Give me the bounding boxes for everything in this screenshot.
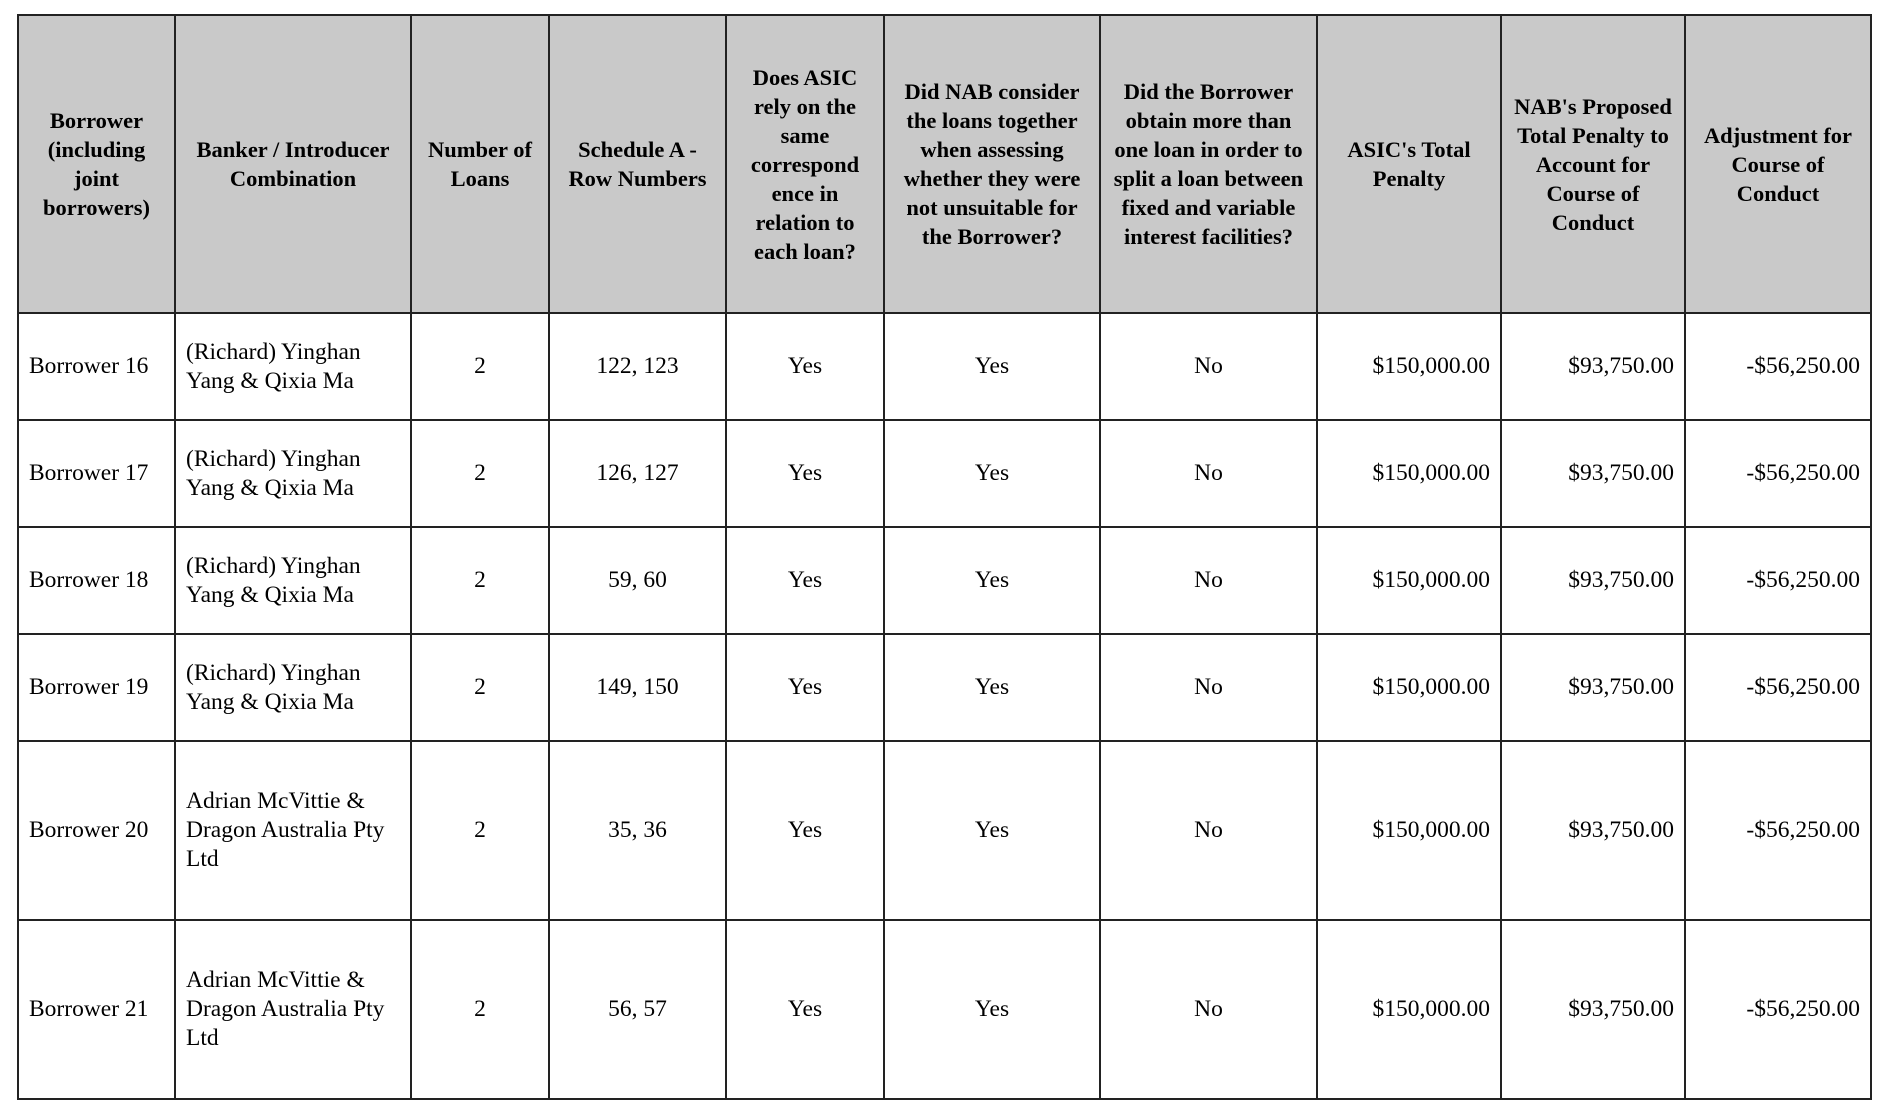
- table-header: [18, 15, 1871, 313]
- cell-nab-proposed-penalty: $93,750.00: [1501, 920, 1685, 1099]
- header-split-loan: Did the Borrower obtain more than one loan in order to split a loan between fixed and variable interest facilities?: [1100, 15, 1317, 313]
- header-number-of-loans: Number of Loans: [411, 15, 549, 313]
- cell-asic-total-penalty: $150,000.00: [1317, 527, 1501, 634]
- cell-split-loan: No: [1100, 420, 1317, 527]
- cell-split-loan: No: [1100, 313, 1317, 420]
- cell-banker-introducer: (Richard) Yinghan Yang & Qixia Ma: [175, 634, 411, 741]
- cell-nab-proposed-penalty: $93,750.00: [1501, 420, 1685, 527]
- header-nab-proposed-penalty: NAB's Proposed Total Penalty to Account for Course of Conduct: [1501, 15, 1685, 313]
- cell-schedule-a-rows: 59, 60: [549, 527, 726, 634]
- cell-banker-introducer: Adrian McVittie & Dragon Australia Pty Ltd: [175, 920, 411, 1099]
- cell-adjustment: -$56,250.00: [1685, 527, 1871, 634]
- header-row: [18, 15, 1871, 313]
- cell-number-of-loans: 2: [411, 920, 549, 1099]
- table-body: [18, 313, 1871, 1099]
- cell-banker-introducer: (Richard) Yinghan Yang & Qixia Ma: [175, 313, 411, 420]
- header-adjustment: Adjustment for Course of Conduct: [1685, 15, 1871, 313]
- cell-asic-same-correspondence: Yes: [726, 741, 884, 920]
- cell-asic-same-correspondence: Yes: [726, 634, 884, 741]
- cell-adjustment: -$56,250.00: [1685, 920, 1871, 1099]
- cell-nab-proposed-penalty: $93,750.00: [1501, 634, 1685, 741]
- cell-asic-total-penalty: $150,000.00: [1317, 313, 1501, 420]
- cell-number-of-loans: 2: [411, 313, 549, 420]
- cell-banker-introducer: Adrian McVittie & Dragon Australia Pty Ltd: [175, 741, 411, 920]
- table-row: [18, 920, 1871, 1099]
- cell-nab-considered-together: Yes: [884, 527, 1100, 634]
- cell-asic-total-penalty: $150,000.00: [1317, 634, 1501, 741]
- cell-banker-introducer: (Richard) Yinghan Yang & Qixia Ma: [175, 420, 411, 527]
- cell-nab-proposed-penalty: $93,750.00: [1501, 527, 1685, 634]
- cell-split-loan: No: [1100, 527, 1317, 634]
- cell-adjustment: -$56,250.00: [1685, 634, 1871, 741]
- cell-asic-same-correspondence: Yes: [726, 313, 884, 420]
- cell-asic-same-correspondence: Yes: [726, 420, 884, 527]
- cell-schedule-a-rows: 149, 150: [549, 634, 726, 741]
- header-borrower: Borrower (including joint borrowers): [18, 15, 175, 313]
- cell-nab-considered-together: Yes: [884, 313, 1100, 420]
- table-row: [18, 527, 1871, 634]
- table-row: [18, 634, 1871, 741]
- cell-borrower: Borrower 18: [18, 527, 175, 634]
- cell-nab-considered-together: Yes: [884, 420, 1100, 527]
- cell-borrower: Borrower 17: [18, 420, 175, 527]
- cell-number-of-loans: 2: [411, 634, 549, 741]
- cell-asic-total-penalty: $150,000.00: [1317, 920, 1501, 1099]
- cell-nab-considered-together: Yes: [884, 920, 1100, 1099]
- cell-borrower: Borrower 16: [18, 313, 175, 420]
- cell-number-of-loans: 2: [411, 527, 549, 634]
- cell-schedule-a-rows: 35, 36: [549, 741, 726, 920]
- cell-split-loan: No: [1100, 920, 1317, 1099]
- header-asic-total-penalty: ASIC's Total Penalty: [1317, 15, 1501, 313]
- cell-number-of-loans: 2: [411, 420, 549, 527]
- cell-split-loan: No: [1100, 634, 1317, 741]
- header-schedule-a-rows: Schedule A - Row Numbers: [549, 15, 726, 313]
- cell-adjustment: -$56,250.00: [1685, 313, 1871, 420]
- cell-asic-same-correspondence: Yes: [726, 920, 884, 1099]
- cell-number-of-loans: 2: [411, 741, 549, 920]
- header-asic-same-correspondence: Does ASIC rely on the same correspond ence in relation to each loan?: [726, 15, 884, 313]
- table-row: [18, 313, 1871, 420]
- cell-adjustment: -$56,250.00: [1685, 741, 1871, 920]
- table-row: [18, 420, 1871, 527]
- cell-banker-introducer: (Richard) Yinghan Yang & Qixia Ma: [175, 527, 411, 634]
- cell-asic-total-penalty: $150,000.00: [1317, 741, 1501, 920]
- cell-nab-considered-together: Yes: [884, 634, 1100, 741]
- cell-asic-total-penalty: $150,000.00: [1317, 420, 1501, 527]
- cell-borrower: Borrower 19: [18, 634, 175, 741]
- cell-nab-proposed-penalty: $93,750.00: [1501, 741, 1685, 920]
- header-banker-introducer: Banker / Introducer Combination: [175, 15, 411, 313]
- cell-schedule-a-rows: 126, 127: [549, 420, 726, 527]
- cell-adjustment: -$56,250.00: [1685, 420, 1871, 527]
- cell-split-loan: No: [1100, 741, 1317, 920]
- cell-borrower: Borrower 21: [18, 920, 175, 1099]
- cell-schedule-a-rows: 122, 123: [549, 313, 726, 420]
- cell-borrower: Borrower 20: [18, 741, 175, 920]
- cell-schedule-a-rows: 56, 57: [549, 920, 726, 1099]
- table-row: [18, 741, 1871, 920]
- cell-nab-considered-together: Yes: [884, 741, 1100, 920]
- penalty-table: [17, 14, 1872, 1100]
- cell-nab-proposed-penalty: $93,750.00: [1501, 313, 1685, 420]
- header-nab-considered-together: Did NAB consider the loans together when assessing whether they were not unsuitable for the Borrower?: [884, 15, 1100, 313]
- cell-asic-same-correspondence: Yes: [726, 527, 884, 634]
